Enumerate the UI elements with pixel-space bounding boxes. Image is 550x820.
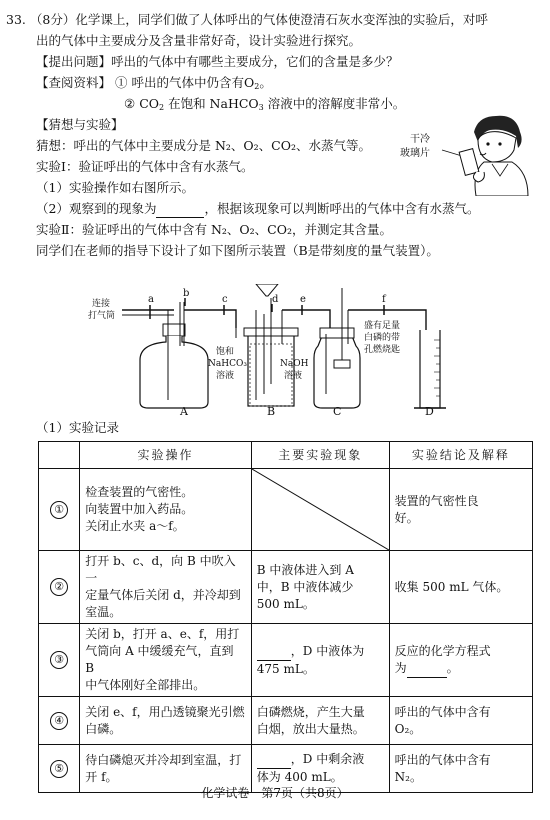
row-3-op-line: 气筒向 A 中缓缓充气，直到 B (85, 644, 234, 675)
header-operation: 实验操作 (80, 442, 252, 469)
row-1-op-line: 关闭止水夹 a～f。 (85, 519, 185, 533)
table-row (39, 697, 533, 745)
row-3-number: ③ (50, 651, 68, 669)
question-line-1 (6, 12, 488, 28)
valve-f-label: f (382, 294, 386, 305)
bottle-a-letter: A (180, 405, 188, 416)
c-label-2: 溶液 (284, 371, 303, 381)
table-row (39, 469, 533, 551)
answer-blank-row-3-phenomenon[interactable] (257, 643, 291, 661)
row-2-op-line: 室温。 (85, 605, 122, 619)
row-2-phen-line: 500 mL。 (256, 596, 315, 611)
reference-2-b: 在饱和 NaHCO (164, 96, 259, 111)
reference-line-2 (124, 96, 405, 116)
c-note-3: 孔燃烧匙 (364, 345, 401, 355)
row-1-op-line: 检查装置的气密性。 (85, 485, 194, 499)
row-5-phen-b: 体为 400 mL。 (256, 770, 343, 784)
table-header-row (39, 442, 533, 469)
experiment-1-step-1: （1）实验操作如右图所示。 (36, 180, 194, 195)
experiment-apparatus-figure (0, 284, 550, 416)
row-3-op-line: 中气体刚好全部排出。 (85, 678, 206, 692)
inlet-label-2: 打气筒 (88, 311, 116, 321)
guess-text: 猜想：呼出的气体中主要成分是 N₂、O₂、CO₂、水蒸气等。 (36, 138, 372, 153)
c-note-2: 白磷的带 (364, 333, 401, 343)
row-2-phenomenon (251, 551, 389, 624)
row-1-number: ① (50, 501, 68, 519)
answer-blank-observation[interactable] (156, 201, 204, 218)
b-label-1: 饱和 (216, 347, 235, 357)
row-5-conc-b: N₂。 (394, 769, 422, 784)
reference-tag: 【查阅资料】 (36, 75, 112, 90)
table-row (39, 551, 533, 624)
experiment-1-text: 实验Ⅰ：验证呼出的气体中含有水蒸气。 (36, 159, 254, 174)
reference-1-number: ① (115, 75, 128, 90)
row-2-op-line: 定量气体后关闭 d，并冷却到 (85, 588, 241, 602)
header-blank (39, 442, 80, 469)
valve-d-label: d (272, 294, 279, 305)
question-line-2 (36, 33, 361, 49)
row-2-op-line: 打开 b、c、d，向 B 中吹入一 (85, 554, 236, 585)
valve-c-label: c (222, 294, 228, 305)
inlet-label-1: 连接 (92, 299, 111, 309)
row-4-op-line: 白磷。 (85, 721, 122, 736)
row-5-op-line: 开 f。 (85, 769, 118, 784)
row-2-phen-line: 中，B 中液体减少 (256, 579, 354, 594)
bottle-c-letter: C (333, 405, 342, 416)
problem-line (36, 54, 399, 70)
answer-blank-row-5-phenomenon[interactable] (257, 751, 291, 769)
kid-label-2: 玻璃片 (400, 148, 430, 159)
row-2-phen-line: B 中液体进入到 A (256, 562, 354, 577)
record-title: （1）实验记录 (36, 420, 119, 435)
row-5-conc-a: 呼出的气体中含有 (394, 752, 491, 767)
header-conclusion: 实验结论及解释 (389, 442, 532, 469)
row-4-operation (80, 697, 252, 745)
experiment-1-step-2-a: （2）观察到的现象为 (36, 201, 157, 216)
row-3-phenomenon (251, 624, 389, 697)
row-2-conc-line: 收集 500 mL 气体。 (394, 579, 509, 594)
row-3-conc-a: 反应的化学方程式 (394, 643, 491, 658)
row-3-phen-b: 475 mL。 (256, 661, 315, 676)
row-4-phen-line: 白烟，放出大量热。 (256, 721, 365, 736)
row-3-conclusion (389, 624, 532, 697)
answer-blank-row-3-equation[interactable] (407, 660, 447, 678)
reference-1-end: 。 (259, 75, 272, 90)
row-1-phenomenon-empty (251, 469, 389, 551)
row-1-conc-line: 好。 (394, 510, 419, 525)
row-4-phenomenon (251, 697, 389, 745)
row-5-number: ⑤ (50, 760, 68, 778)
page-footer: 化学试卷 第7页（共8页） (201, 786, 349, 800)
valve-b-label: b (183, 288, 190, 299)
row-1-conclusion (389, 469, 532, 551)
row-1-op-line: 向装置中加入药品。 (85, 502, 194, 516)
c-note-1: 盛有足量 (364, 321, 401, 331)
table-row (39, 624, 533, 697)
row-4-number: ④ (50, 712, 68, 730)
b-label-3: 溶液 (216, 371, 235, 381)
row-2-operation (80, 551, 252, 624)
row-3-conc-c: 。 (446, 660, 459, 675)
reference-2-a: CO (139, 96, 160, 111)
row-4-conclusion (389, 697, 532, 745)
reference-2-subscript-2: 3 (258, 103, 264, 112)
reference-1-text: 呼出的气体中仍含有O (131, 75, 255, 90)
row-3-op-line: 关闭 b，打开 a、e、f，用打 (85, 627, 240, 641)
row-3-conc-b: 为 (394, 660, 407, 675)
question-number: 33. (6, 12, 26, 27)
bottle-c (314, 288, 360, 408)
reference-1-subscript: 2 (254, 82, 260, 91)
experiment-2-text: 实验Ⅱ：验证呼出的气体中含有 N₂、O₂、CO₂，并测定其含量。 (36, 222, 393, 237)
row-3-operation (80, 624, 252, 697)
valve-e-label: e (300, 294, 306, 305)
b-label-2: NaHCO₃ (208, 359, 247, 369)
kid-breathing-on-glass-figure (392, 112, 542, 196)
bottle-b-letter: B (267, 405, 276, 416)
row-2-number: ② (50, 578, 68, 596)
c-label-1: NaOH (280, 359, 309, 369)
row-1-operation (80, 469, 252, 551)
experiment-1-step-2-line (36, 201, 479, 218)
bottle-b (236, 284, 298, 406)
question-intro-2: 出的气体中主要成分及含量非常好奇，设计实验进行探究。 (36, 33, 362, 48)
reference-2-c: 溶液中的溶解度非常小。 (263, 96, 406, 111)
question-points: （8分） (29, 12, 76, 27)
guess-tag: 【猜想与实验】 (36, 117, 124, 132)
kid-label-1: 干冷 (410, 134, 430, 145)
experiment-record-table (38, 441, 533, 793)
row-1-conc-line: 装置的气密性良 (394, 493, 479, 508)
diagonal-slash (252, 469, 389, 550)
reference-2-subscript-1: 2 (159, 103, 165, 112)
reference-2-number: ② (124, 96, 136, 111)
header-phenomenon: 主要实验现象 (251, 442, 389, 469)
experiment-2-device: 同学们在老师的指导下设计了如下图所示装置（B是带刻度的量气装置）。 (36, 243, 439, 258)
row-4-phen-line: 白磷燃烧，产生大量 (256, 704, 365, 719)
cylinder-d-letter: D (425, 405, 434, 416)
problem-text: 呼出的气体中有哪些主要成分，它们的含量是多少？ (111, 54, 399, 69)
row-2-conclusion (389, 551, 532, 624)
reference-line-1 (36, 75, 272, 95)
row-5-phen-a: ，D 中剩余液 (290, 752, 365, 766)
valve-a-label: a (148, 294, 154, 305)
experiment-1-step-2-b: ，根据该现象可以判断呼出的气体中含有水蒸气。 (204, 201, 480, 216)
row-5-op-line: 待白磷熄灭并冷却到室温，打 (85, 752, 242, 767)
question-intro-1: 化学课上，同学们做了人体呼出的气体使澄清石灰水变浑浊的实验后，对呼 (75, 12, 488, 27)
row-4-conc-b: O₂。 (394, 721, 422, 736)
row-4-op-line: 关闭 e、f，用凸透镜聚光引燃 (85, 704, 245, 719)
problem-tag: 【提出问题】 (36, 54, 112, 69)
row-3-phen-a: ，D 中液体为 (290, 643, 365, 658)
row-4-conc-a: 呼出的气体中含有 (394, 704, 491, 719)
cylinder-d (414, 330, 446, 408)
